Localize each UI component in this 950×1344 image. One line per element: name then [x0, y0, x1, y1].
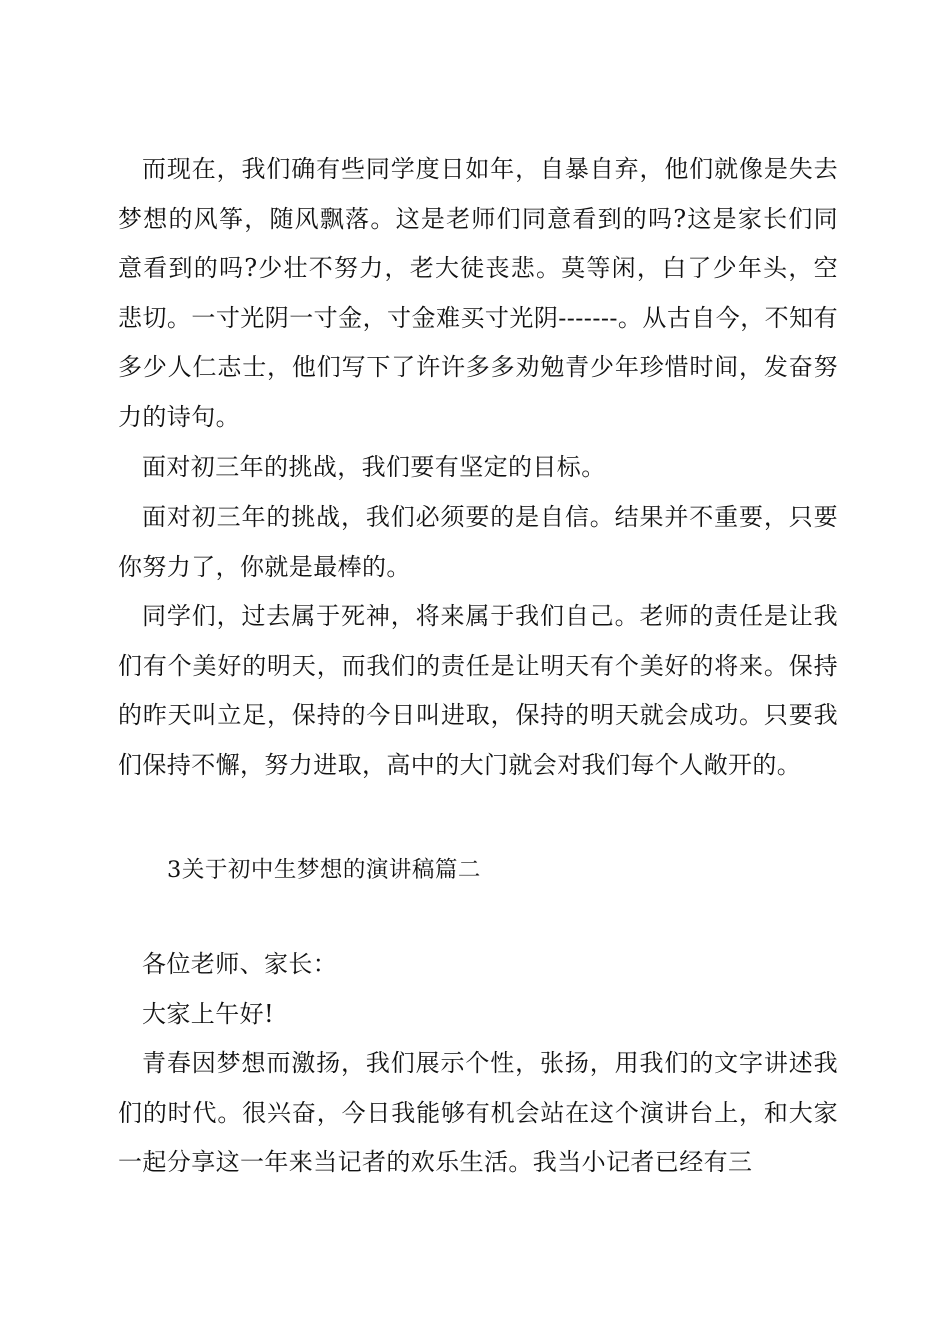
greeting-line: 各位老师、家长：: [142, 950, 338, 978]
section-heading: 3关于初中生梦想的演讲稿篇二: [167, 857, 481, 883]
paragraph-youth-dream: 青春因梦想而激扬，我们展示个性，张扬，用我们的文字讲述我们的时代。很兴奋，今日我能够有机会站在这个演讲台上，和大家一起分享这一年来当记者的欢乐生活。我当小记者已经有三: [118, 1049, 838, 1177]
paragraph-future: 同学们，过去属于死神，将来属于我们自己。老师的责任是让我们有个美好的明天，而我们的责任是让明天有个美好的将来。保持的昨天叫立足，保持的今日叫进取，保持的明天就会成功。只要我们保持不懈，努力进取，高中的大门就会对我们每个人敞开的。: [118, 602, 838, 779]
paragraph-confidence: 面对初三年的挑战，我们必须要的是自信。结果并不重要，只要你努力了，你就是最棒的。: [118, 503, 838, 581]
paragraph-dream-lost: 而现在，我们确有些同学度日如年，自暴自弃，他们就像是失去梦想的风筝，随风飘落。这是老师们同意看到的吗?这是家长们同意看到的吗?少壮不努力，老大徒丧悲。莫等闲，白了少年头，空悲切。一寸光阴一寸金，寸金难买寸光阴-------。从古自今，不知有多少人仁志士，他们写下了许许多多劝勉青少年珍惜时间，发奋努力的诗句。: [118, 155, 838, 431]
paragraph-goal: 面对初三年的挑战，我们要有坚定的目标。: [142, 453, 606, 481]
salutation-line: 大家上午好!: [142, 1000, 275, 1028]
